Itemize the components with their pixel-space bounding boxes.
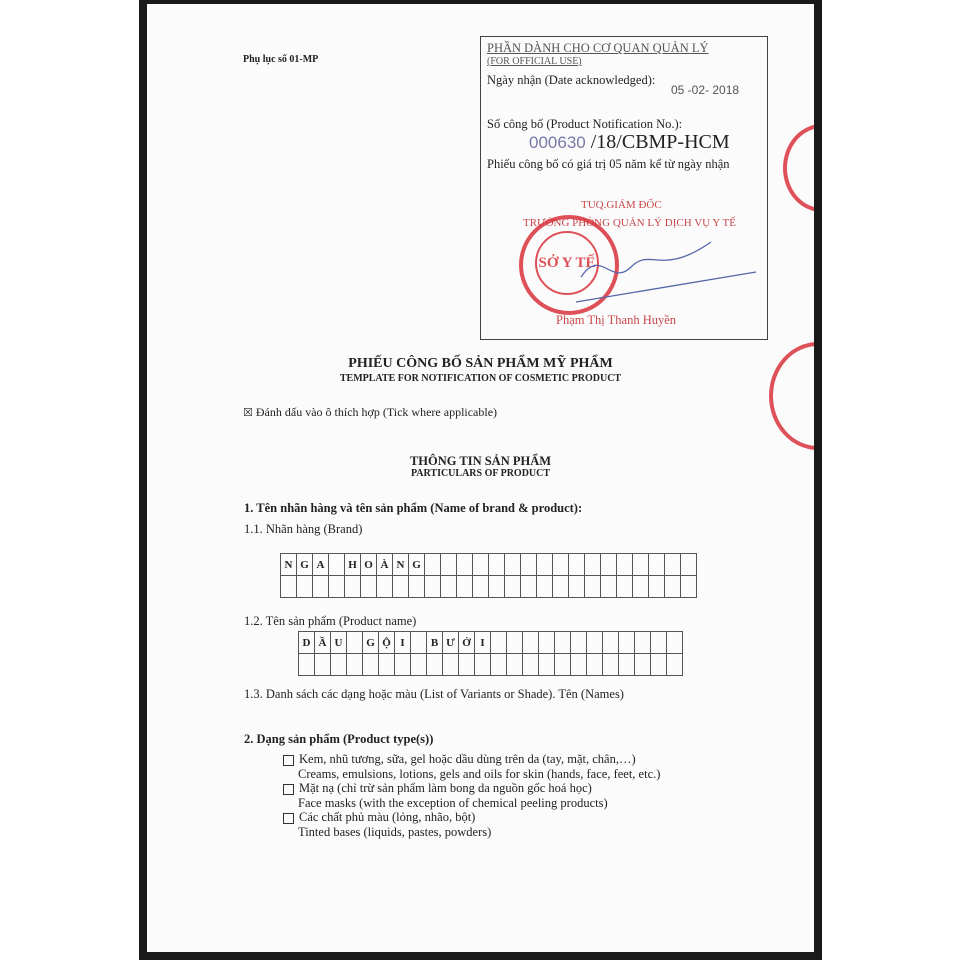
official-use-box: [480, 36, 768, 340]
character-cell: [649, 554, 665, 576]
character-cell: [681, 576, 697, 598]
character-cell: [347, 632, 363, 654]
sign-title-1: TUQ.GIÁM ĐỐC: [581, 199, 662, 211]
character-cell: [331, 654, 347, 676]
character-cell: [409, 576, 425, 598]
character-cell: [347, 654, 363, 676]
character-cell: [651, 632, 667, 654]
character-cell: [617, 554, 633, 576]
character-cell: [571, 632, 587, 654]
character-cell: [459, 654, 475, 676]
character-cell: O: [361, 554, 377, 576]
character-cell: [601, 554, 617, 576]
signature: [571, 237, 761, 307]
character-cell: [667, 632, 683, 654]
product-type-option[interactable]: Mặt nạ (chỉ trừ sản phẩm làm bong da nguồn gốc hoá học) Face masks (with the exception of chemical peeling products): [283, 781, 660, 810]
character-cell: [299, 654, 315, 676]
product-type-option[interactable]: Kem, nhũ tương, sữa, gel hoặc dầu dùng trên da (tay, mặt, chân,…) Creams, emulsions, lotions, gels and oils for skin (hands, face, feet, etc.): [283, 752, 660, 781]
character-cell: [489, 576, 505, 598]
character-cell: [377, 576, 393, 598]
character-cell: U: [331, 632, 347, 654]
character-cell: [555, 654, 571, 676]
character-cell: [521, 554, 537, 576]
character-cell: [603, 632, 619, 654]
character-cell: [537, 554, 553, 576]
character-cell: [507, 654, 523, 676]
character-cell: [425, 576, 441, 598]
character-cell: Ộ: [379, 632, 395, 654]
character-cell: [473, 554, 489, 576]
signer-name: Phạm Thị Thanh Huyền: [556, 313, 677, 327]
character-cell: [553, 576, 569, 598]
character-cell: [635, 632, 651, 654]
character-cell: [651, 654, 667, 676]
character-cell: [523, 654, 539, 676]
sign-title-2: TRƯỞNG PHÒNG QUẢN LÝ DỊCH VỤ Y TẾ: [523, 217, 736, 229]
character-cell: [313, 576, 329, 598]
character-cell: Ư: [443, 632, 459, 654]
character-cell: H: [345, 554, 361, 576]
character-cell: [441, 554, 457, 576]
character-cell: [571, 654, 587, 676]
section-1-heading: 1. Tên nhãn hàng và tên sản phẩm (Name of brand & product):: [244, 501, 583, 515]
character-cell: Ở: [459, 632, 475, 654]
tick-note: Đánh dấu vào ô thích hợp (Tick where applicable): [255, 405, 498, 419]
date-label: Ngày nhận (Date acknowledged):: [487, 73, 656, 87]
character-cell: [537, 576, 553, 598]
form-title-en: TEMPLATE FOR NOTIFICATION OF COSMETIC PRODUCT: [339, 373, 622, 384]
character-cell: [315, 654, 331, 676]
character-cell: [281, 576, 297, 598]
character-cell: [345, 576, 361, 598]
character-cell: [425, 554, 441, 576]
appendix-label: Phụ lục số 01-MP: [243, 54, 319, 65]
checkbox[interactable]: [283, 784, 294, 795]
section-2-heading: 2. Dạng sản phẩm (Product type(s)): [244, 732, 434, 746]
character-cell: [633, 554, 649, 576]
character-cell: [361, 576, 377, 598]
character-cell: [585, 576, 601, 598]
checkbox[interactable]: [283, 813, 294, 824]
character-cell: [427, 654, 443, 676]
character-cell: [601, 576, 617, 598]
character-cell: [489, 554, 505, 576]
character-cell: [523, 632, 539, 654]
brand-label: 1.1. Nhãn hàng (Brand): [244, 522, 363, 536]
character-cell: [603, 654, 619, 676]
character-cell: [649, 576, 665, 598]
character-cell: G: [409, 554, 425, 576]
notification-number-stamp: 000630: [529, 133, 586, 152]
product-type-option[interactable]: Các chất phủ màu (lỏng, nhão, bột) Tinted bases (liquids, pastes, powders): [283, 810, 660, 839]
character-cell: I: [475, 632, 491, 654]
notification-number-suffix: /18/CBMP-HCM: [590, 131, 730, 153]
character-cell: [297, 576, 313, 598]
character-cell: [539, 654, 555, 676]
character-cell: N: [281, 554, 297, 576]
character-cell: [553, 554, 569, 576]
character-cell: Ầ: [315, 632, 331, 654]
character-cell: B: [427, 632, 443, 654]
character-cell: [473, 576, 489, 598]
character-cell: [667, 654, 683, 676]
character-cell: [569, 576, 585, 598]
brand-grid: [280, 553, 697, 598]
character-cell: [619, 632, 635, 654]
character-cell: [665, 576, 681, 598]
character-cell: [491, 632, 507, 654]
ticked-box-icon: ☒: [243, 407, 253, 419]
character-cell: [633, 576, 649, 598]
product-name-grid: [298, 631, 683, 676]
seal-text: SỞ Y TẾ: [535, 231, 599, 295]
character-cell: [393, 576, 409, 598]
product-name-label: 1.2. Tên sản phẩm (Product name): [244, 614, 417, 628]
official-subtitle: (FOR OFFICIAL USE): [487, 56, 582, 67]
character-cell: [587, 654, 603, 676]
character-cell: [521, 576, 537, 598]
character-cell: [619, 654, 635, 676]
character-cell: N: [393, 554, 409, 576]
date-value: 05 -02- 2018: [671, 83, 740, 97]
character-cell: [491, 654, 507, 676]
character-cell: [411, 632, 427, 654]
character-cell: G: [297, 554, 313, 576]
character-cell: [363, 654, 379, 676]
character-cell: [457, 554, 473, 576]
character-cell: [475, 654, 491, 676]
character-cell: [411, 654, 427, 676]
character-cell: [395, 654, 411, 676]
number-label: Số công bố (Product Notification No.):: [487, 117, 683, 131]
character-cell: [379, 654, 395, 676]
character-cell: À: [377, 554, 393, 576]
side-seal-top: [783, 124, 814, 212]
section-title: THÔNG TIN SẢN PHẨM: [409, 454, 552, 468]
character-cell: I: [395, 632, 411, 654]
form-title: PHIẾU CÔNG BỐ SẢN PHẨM MỸ PHẨM: [348, 356, 613, 371]
character-cell: [665, 554, 681, 576]
character-cell: [329, 576, 345, 598]
character-cell: [587, 632, 603, 654]
character-cell: D: [299, 632, 315, 654]
character-cell: [443, 654, 459, 676]
checkbox[interactable]: [283, 755, 294, 766]
character-cell: A: [313, 554, 329, 576]
official-title: PHẦN DÀNH CHO CƠ QUAN QUẢN LÝ: [487, 41, 709, 55]
validity-note: Phiếu công bố có giá trị 05 năm kể từ ngày nhận: [487, 157, 730, 171]
section-title-en: PARTICULARS OF PRODUCT: [410, 468, 551, 479]
character-cell: [569, 554, 585, 576]
character-cell: [507, 632, 523, 654]
character-cell: [617, 576, 633, 598]
character-cell: G: [363, 632, 379, 654]
character-cell: [555, 632, 571, 654]
document-page: [147, 4, 814, 952]
character-cell: [505, 554, 521, 576]
character-cell: [329, 554, 345, 576]
character-cell: [505, 576, 521, 598]
character-cell: [457, 576, 473, 598]
character-cell: [585, 554, 601, 576]
character-cell: [539, 632, 555, 654]
character-cell: [441, 576, 457, 598]
variants-label: 1.3. Danh sách các dạng hoặc màu (List of Variants or Shade). Tên (Names): [244, 687, 624, 701]
character-cell: [635, 654, 651, 676]
character-cell: [681, 554, 697, 576]
